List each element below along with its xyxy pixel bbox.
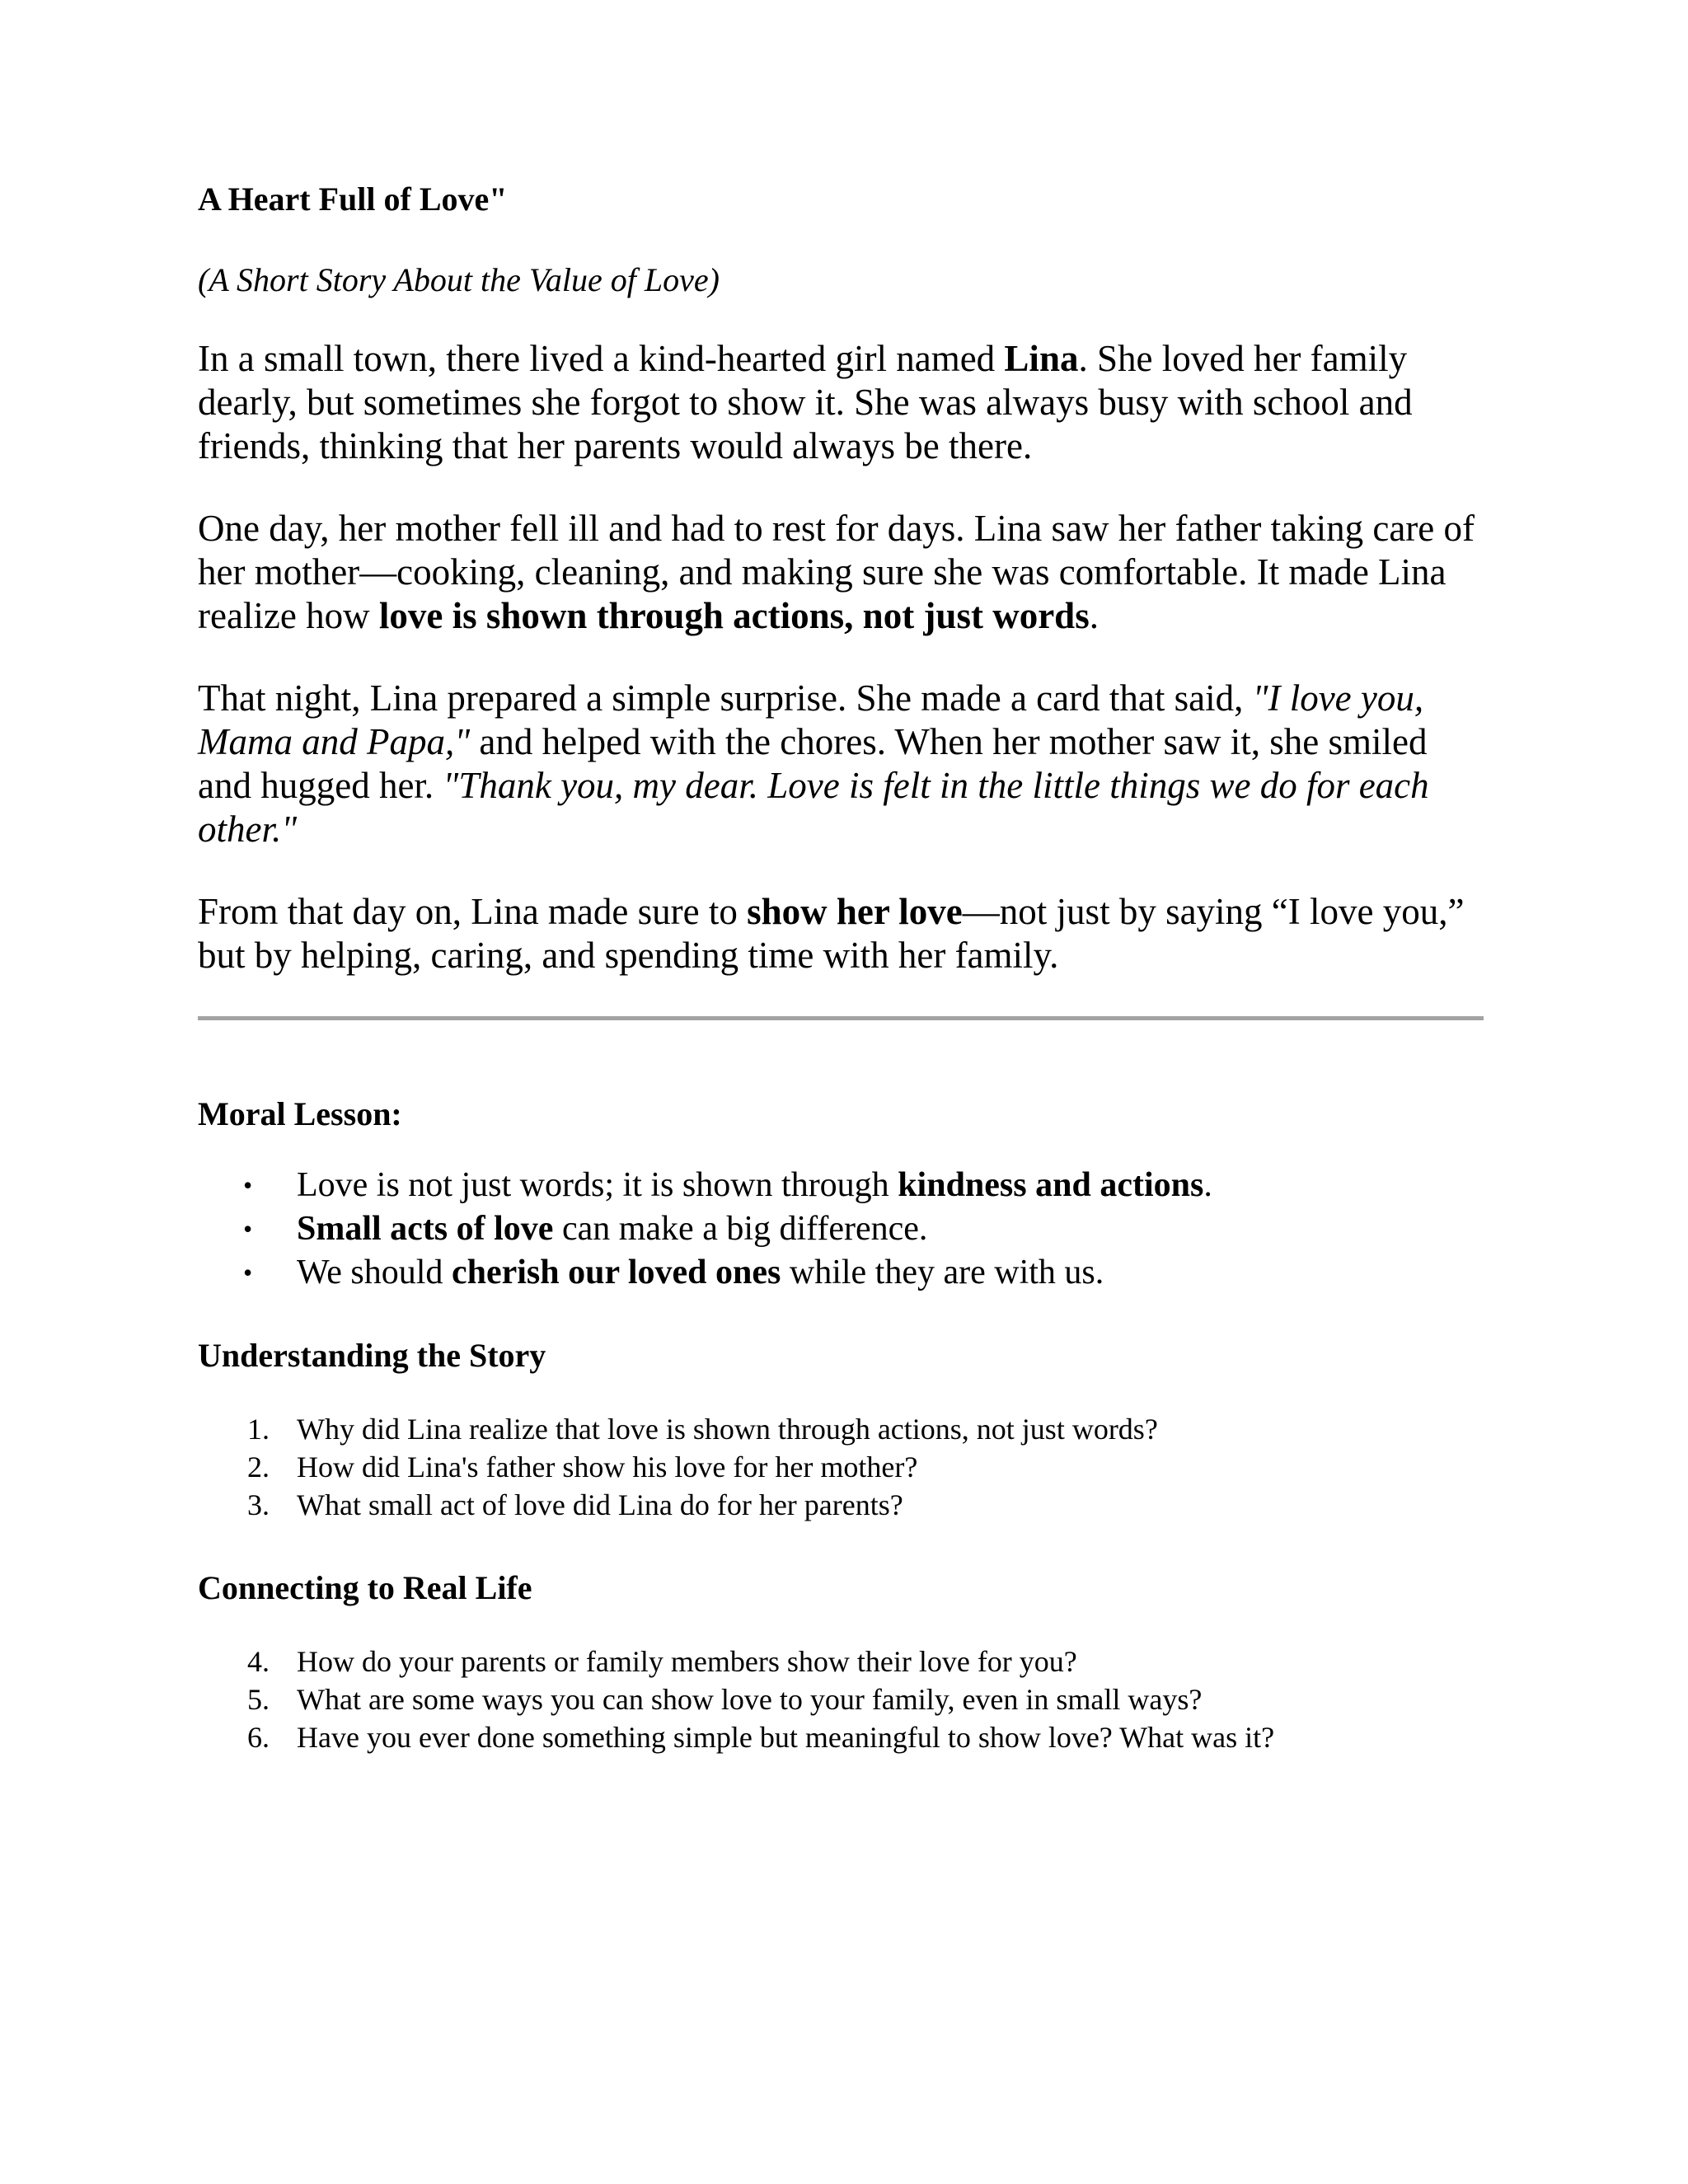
question-text: How did Lina's father show his love for her mother? <box>297 1451 918 1483</box>
text-run: . She loved her family dearly, but sometimes she forgot to show it. She was always busy with school and friends, thinking that her parents would always be there. <box>198 338 1413 466</box>
question-text: How do your parents or family members show their love for you? <box>297 1645 1077 1678</box>
text-run: . <box>1203 1166 1212 1204</box>
question-item <box>198 1643 1484 1680</box>
question-text: What small act of love did Lina do for her parents? <box>297 1488 903 1521</box>
bold-text-run: cherish our loved ones <box>451 1254 781 1291</box>
bold-text-run: kindness and actions <box>898 1166 1204 1204</box>
text-run: In a small town, there lived a kind-hearted girl named <box>198 338 1005 379</box>
text-run: —not just by saying “I love you,” but by helping, caring, and spending time with her family. <box>198 891 1465 976</box>
text-run: That night, Lina prepared a simple surprise. She made a card that said, <box>198 677 1253 719</box>
moral-list-item <box>198 1207 1484 1251</box>
connecting-heading: Connecting to Real Life <box>198 1569 532 1606</box>
text-run: . <box>1089 595 1099 636</box>
bold-text-run: love is shown through actions, not just words <box>378 595 1090 636</box>
bullet-icon: • <box>243 1258 253 1287</box>
question-text: Have you ever done something simple but meaningful to show love? What was it? <box>297 1721 1275 1754</box>
question-item <box>198 1486 1484 1524</box>
text-run: while they are with us. <box>781 1254 1104 1291</box>
bold-text-run: Small acts of love <box>297 1210 554 1248</box>
story-paragraph-2 <box>198 507 1484 638</box>
question-text: What are some ways you can show love to your family, even in small ways? <box>297 1683 1203 1716</box>
text-run: We should <box>297 1254 452 1291</box>
question-number: 6. <box>247 1721 270 1754</box>
text-run: From that day on, Lina made sure to <box>198 891 748 932</box>
question-item <box>198 1718 1484 1756</box>
moral-list-item <box>198 1251 1484 1295</box>
story-title: A Heart Full of Love" <box>198 180 508 218</box>
bold-text-run: Lina <box>1004 338 1079 379</box>
moral-lesson-heading: Moral Lesson: <box>198 1095 402 1132</box>
story-paragraph-1 <box>198 337 1484 468</box>
understanding-question-list <box>198 1410 1484 1524</box>
connecting-question-list <box>198 1643 1484 1756</box>
question-number: 5. <box>247 1683 270 1716</box>
question-text: Why did Lina realize that love is shown through actions, not just words? <box>297 1413 1158 1446</box>
text-run: One day, her mother fell ill and had to rest for days. Lina saw her father taking care of her mother—cooking, cleaning, and making sure she was comfortable. It made Lina realize how <box>198 508 1475 636</box>
text-run: Love is not just words; it is shown through <box>297 1166 898 1204</box>
question-item <box>198 1410 1484 1448</box>
question-item <box>198 1448 1484 1486</box>
question-number: 3. <box>247 1488 270 1521</box>
moral-list-item <box>198 1164 1484 1207</box>
story-paragraph-4 <box>198 890 1484 977</box>
italic-text-run: "I love you, Mama and Papa," <box>198 677 1424 762</box>
bullet-icon: • <box>243 1214 253 1244</box>
moral-lesson-list <box>198 1164 1484 1295</box>
italic-text-run: "Thank you, my dear. Love is felt in the little things we do for each other." <box>198 765 1429 850</box>
question-number: 1. <box>247 1413 270 1446</box>
horizontal-divider <box>198 1016 1484 1020</box>
story-subtitle: (A Short Story About the Value of Love) <box>198 261 720 298</box>
bullet-icon: • <box>243 1170 253 1200</box>
story-paragraph-3 <box>198 677 1484 851</box>
text-run: can make a big difference. <box>553 1210 928 1248</box>
document-page <box>198 177 1484 1799</box>
text-run: and helped with the chores. When her mother saw it, she smiled and hugged her. <box>198 721 1428 806</box>
question-number: 2. <box>247 1451 270 1483</box>
question-item <box>198 1680 1484 1718</box>
question-number: 4. <box>247 1645 270 1678</box>
bold-text-run: show her love <box>747 891 963 932</box>
understanding-heading: Understanding the Story <box>198 1337 546 1374</box>
